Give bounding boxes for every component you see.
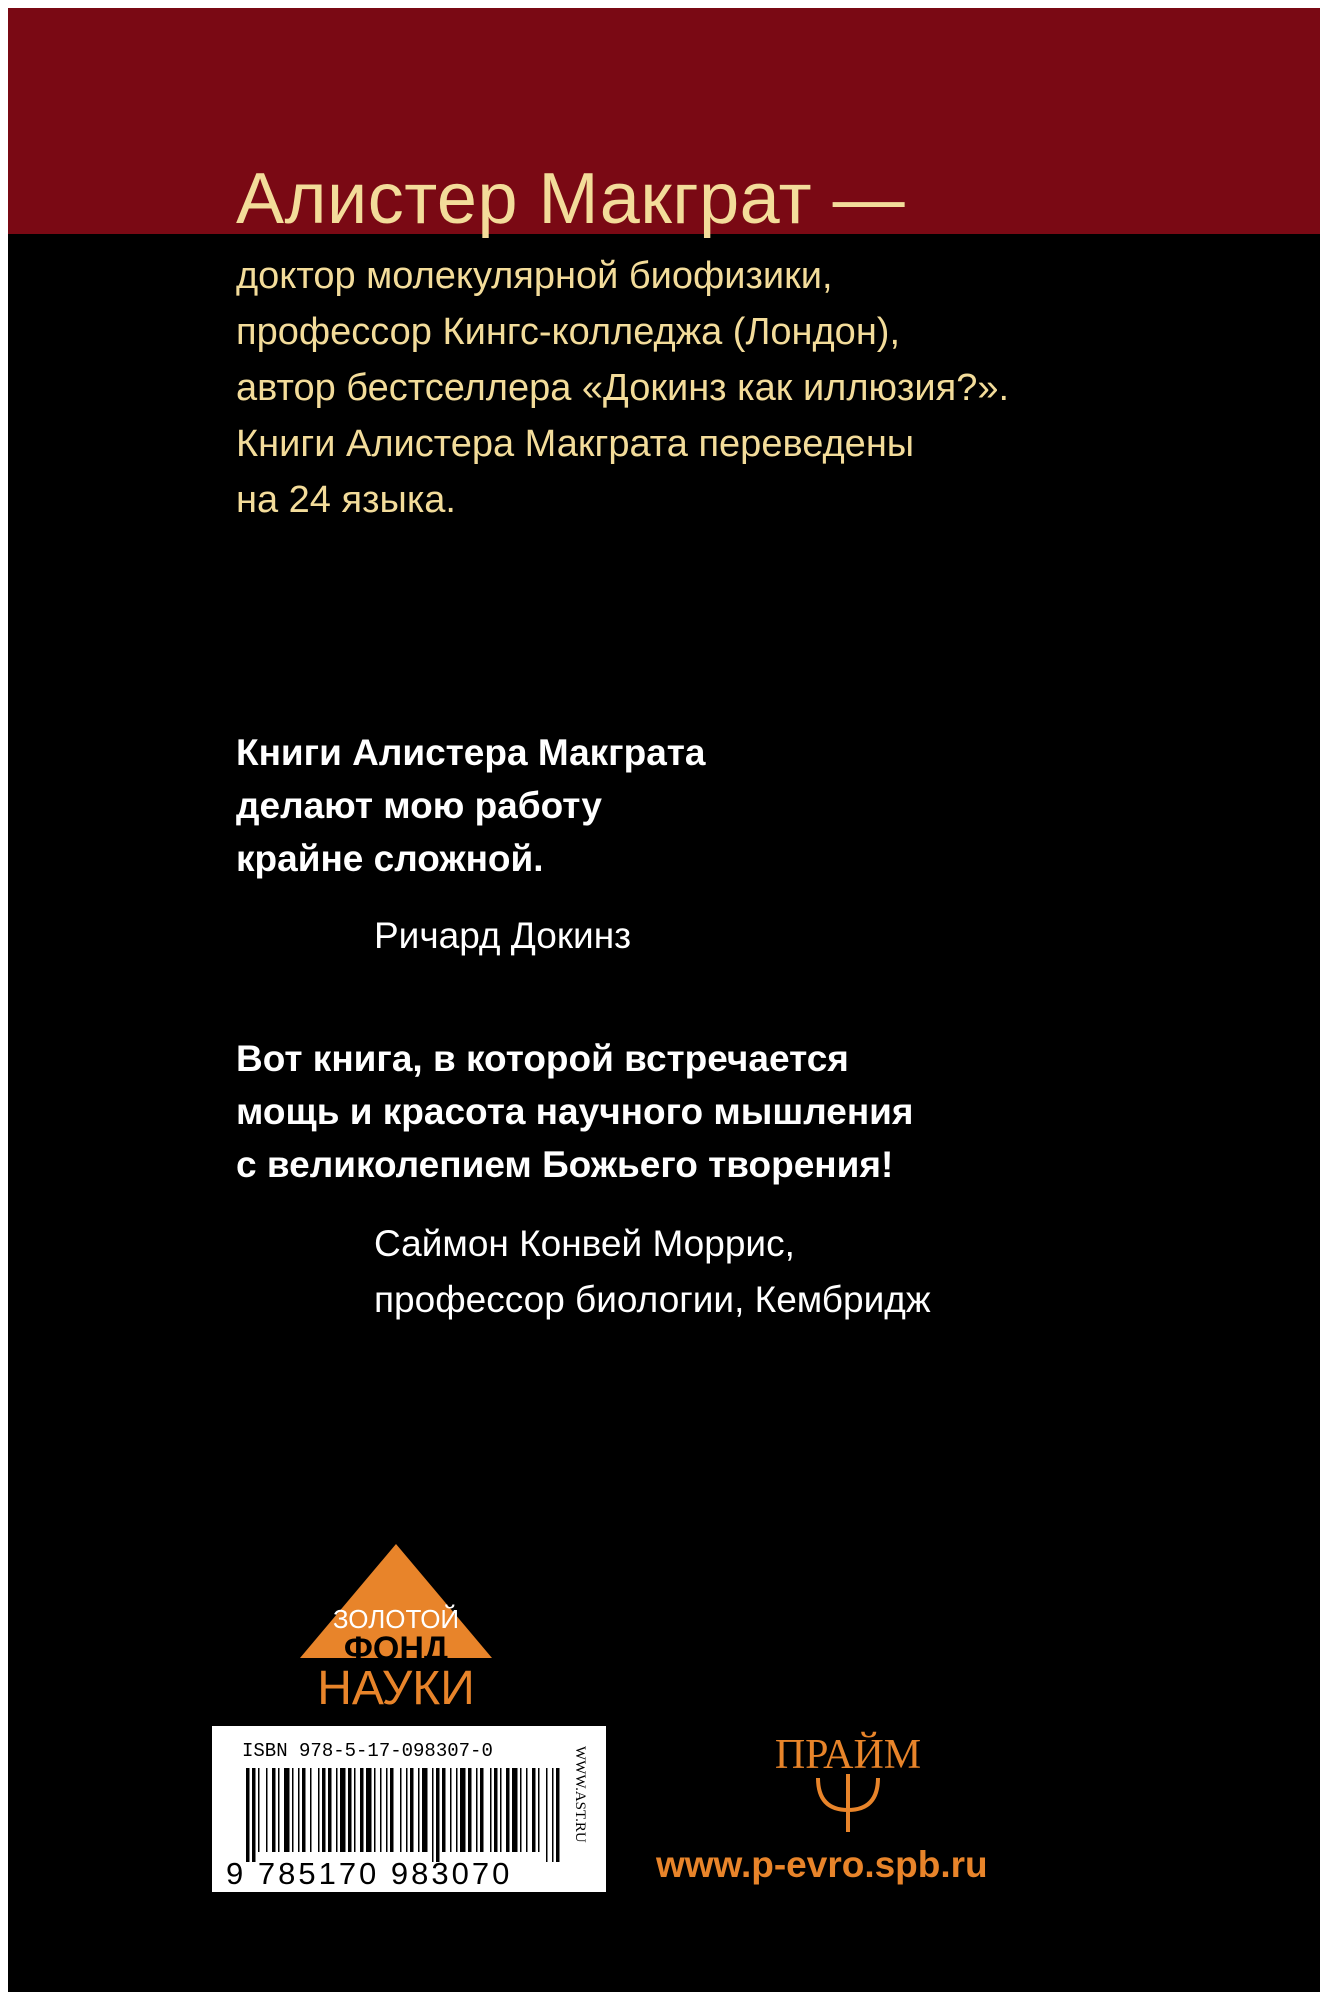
bio-line: профессор Кингс-колледжа (Лондон), <box>236 311 901 353</box>
barcode-bar <box>302 1768 306 1852</box>
quote-line: мощь и красота научного мышления <box>236 1091 914 1132</box>
quote-line: Вот книга, в которой встречается <box>236 1038 849 1079</box>
barcode-bar <box>318 1768 320 1852</box>
barcode-digits: 9 785170 983070 <box>226 1856 513 1891</box>
barcode-bar <box>386 1768 388 1852</box>
barcode-bar <box>476 1768 478 1852</box>
review-quote <box>236 726 705 885</box>
book-back-cover <box>8 8 1320 1992</box>
bio-line: на 24 языка. <box>236 479 456 521</box>
barcode-bar <box>406 1768 408 1852</box>
barcode-bar <box>450 1768 452 1852</box>
barcode-bar <box>552 1768 554 1862</box>
barcode-bar <box>520 1768 522 1852</box>
barcode-bar <box>348 1768 352 1852</box>
barcode-bar <box>468 1768 472 1852</box>
barcode-bar <box>284 1768 290 1852</box>
publisher-side-url <box>564 1746 594 1876</box>
barcode-bar <box>538 1768 540 1852</box>
barcode-bar <box>360 1768 364 1852</box>
publisher-logo <box>748 1728 948 1838</box>
logo-line-3: НАУКИ <box>317 1662 475 1710</box>
barcode-bar <box>374 1768 376 1852</box>
barcode-bar <box>436 1768 440 1862</box>
barcode-bar <box>526 1768 528 1852</box>
isbn-number: ISBN 978-5-17-098307-0 <box>242 1740 493 1762</box>
barcode-bar <box>292 1768 294 1852</box>
barcode-bar <box>322 1768 326 1852</box>
barcode-bar <box>328 1768 332 1852</box>
barcode-bar <box>266 1768 268 1852</box>
barcode-bar <box>506 1768 510 1852</box>
barcode-bar <box>340 1768 346 1852</box>
barcode-bar <box>246 1768 250 1862</box>
barcode-bar <box>310 1768 312 1852</box>
quote-line: крайне сложной. <box>236 838 544 879</box>
barcode-bar <box>366 1768 372 1852</box>
barcode-bar <box>272 1768 276 1852</box>
barcode-bar <box>410 1768 414 1852</box>
series-logo <box>296 1540 496 1710</box>
barcode-bar <box>354 1768 356 1852</box>
attribution-line: профессор биологии, Кембридж <box>374 1279 931 1320</box>
quote-attribution <box>374 908 631 964</box>
author-bio <box>236 248 1186 528</box>
publisher-name: ПРАЙМ <box>774 1732 922 1778</box>
barcode-bar <box>456 1768 458 1852</box>
barcode-bar <box>432 1768 434 1862</box>
bio-line: Книги Алистера Макграта переведены <box>236 423 915 465</box>
bio-line: доктор молекулярной биофизики, <box>236 255 833 297</box>
bio-line: автор бестселлера «Докинз как иллюзия?». <box>236 367 1010 409</box>
barcode-bar <box>390 1768 394 1852</box>
barcode-bar <box>258 1768 260 1852</box>
barcode-bar <box>418 1768 420 1852</box>
review-quote <box>236 1032 914 1191</box>
barcode-bar <box>500 1768 502 1852</box>
barcode-bar <box>460 1768 466 1852</box>
barcode-bar <box>512 1768 518 1852</box>
barcode-bar <box>422 1768 428 1852</box>
barcode-bar <box>532 1768 536 1852</box>
quote-attribution <box>374 1216 931 1328</box>
barcode-bar <box>252 1768 256 1862</box>
barcode-bar <box>442 1768 446 1852</box>
barcode-bar <box>400 1768 402 1852</box>
quote-line: с великолепием Божьего творения! <box>236 1144 894 1185</box>
barcode-bar <box>556 1768 560 1862</box>
barcode-bar <box>490 1768 492 1852</box>
author-name: Алистер Макграт — <box>236 159 906 239</box>
quote-line: Книги Алистера Макграта <box>236 732 706 773</box>
logo-line-2: ФОНД <box>343 1630 449 1668</box>
barcode-bar <box>336 1768 338 1852</box>
barcode <box>242 1768 562 1862</box>
barcode-bar <box>480 1768 484 1852</box>
quote-line: делают мою работу <box>236 785 602 826</box>
barcode-bar <box>546 1768 548 1862</box>
attribution-line: Ричард Докинз <box>374 915 632 956</box>
barcode-bar <box>494 1768 498 1852</box>
side-url-text: WWW.AST.RU <box>572 1746 588 1843</box>
logo-line-1: ЗОЛОТОЙ <box>332 1604 460 1634</box>
barcode-bar <box>380 1768 382 1852</box>
barcode-bar <box>278 1768 280 1852</box>
attribution-line: Саймон Конвей Моррис, <box>374 1223 795 1264</box>
publisher-url: www.p-evro.spb.ru <box>656 1844 988 1885</box>
isbn-block <box>212 1726 606 1892</box>
psi-emblem-icon <box>818 1774 878 1832</box>
barcode-bar <box>298 1768 300 1852</box>
